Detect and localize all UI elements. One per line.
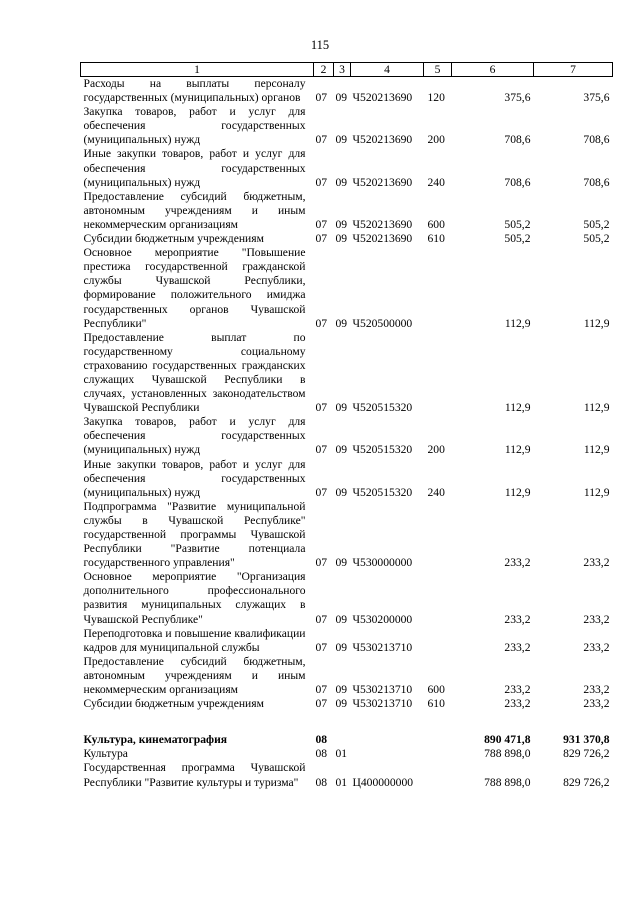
row-subsection: 09	[335, 485, 348, 499]
column-header-1: 1	[81, 63, 314, 77]
row-amount-2: 708,6	[583, 133, 610, 147]
row-description: Субсидии бюджетным учреждениям	[83, 697, 264, 711]
row-amount-2: 233,2	[583, 697, 610, 711]
table-row	[81, 246, 613, 331]
row-amount-1: 112,9	[504, 443, 531, 457]
row-expense-type: 610	[427, 232, 445, 246]
table-row	[81, 627, 613, 655]
row-target-code: Ч520213690	[352, 91, 413, 105]
table-row	[81, 733, 613, 747]
row-expense-type: 240	[427, 485, 445, 499]
row-amount-2: 112,9	[583, 401, 610, 415]
row-amount-2: 112,9	[583, 316, 610, 330]
table-row	[81, 190, 613, 232]
row-subsection	[334, 733, 351, 747]
table-row	[81, 500, 613, 570]
spacer-cell	[81, 711, 613, 733]
row-amount-2: 233,2	[583, 556, 610, 570]
row-target-code: Ч530200000	[352, 612, 413, 626]
table-row	[81, 458, 613, 500]
row-subsection: 09	[335, 556, 348, 570]
row-description: Подпрограмма "Развитие муниципальной службы в Чувашской Республике" государственной программы Чувашской Республики "Развитие потенциала государственного управления"	[83, 499, 306, 570]
row-amount-1: 788 898,0	[484, 747, 531, 761]
row-target-code: Ч520500000	[352, 316, 413, 330]
row-amount-2: 505,2	[583, 217, 610, 231]
row-subsection: 09	[335, 401, 348, 415]
row-description: Предоставление субсидий бюджетным, автономным учреждениям и иным некоммерческим организациям	[83, 189, 306, 231]
row-amount-2: 233,2	[583, 612, 610, 626]
row-section: 08	[315, 747, 328, 761]
row-section: 07	[315, 232, 328, 246]
row-amount-1: 112,9	[504, 316, 531, 330]
column-header-6: 6	[452, 63, 534, 77]
table-row	[81, 232, 613, 246]
row-expense-type	[424, 570, 452, 626]
row-target-code: Ч520213690	[352, 175, 413, 189]
row-section: 07	[315, 91, 328, 105]
table-row	[81, 747, 613, 761]
row-amount-1: 233,2	[504, 640, 531, 654]
row-subsection: 09	[335, 640, 348, 654]
column-header-7: 7	[534, 63, 613, 77]
row-description: Расходы на выплаты персоналу государственных (муниципальных) органов	[83, 77, 306, 105]
budget-table	[80, 62, 613, 790]
row-amount-1: 112,9	[504, 401, 531, 415]
row-subsection: 09	[335, 443, 348, 457]
row-section: 07	[315, 485, 328, 499]
table-row	[81, 697, 613, 711]
row-section: 07	[315, 217, 328, 231]
row-target-code: Ч520213690	[352, 133, 413, 147]
row-section: 07	[315, 316, 328, 330]
row-description: Иные закупки товаров, работ и услуг для обеспечения государственных (муниципальных) нужд	[83, 147, 306, 189]
row-expense-type	[424, 747, 452, 761]
row-expense-type: 600	[427, 217, 445, 231]
row-amount-2: 829 726,2	[563, 775, 610, 789]
row-expense-type: 200	[427, 133, 445, 147]
row-expense-type	[424, 733, 452, 747]
row-expense-type	[424, 246, 452, 331]
page-number: 115	[310, 38, 330, 52]
table-row	[81, 147, 613, 189]
table-row	[81, 570, 613, 626]
row-amount-1: 505,2	[504, 217, 531, 231]
row-section: 07	[315, 175, 328, 189]
row-expense-type	[424, 627, 452, 655]
row-description: Закупка товаров, работ и услуг для обеспечения государственных (муниципальных) нужд	[83, 105, 306, 147]
row-expense-type: 600	[427, 683, 445, 697]
row-expense-type: 610	[427, 697, 445, 711]
row-amount-1: 708,6	[504, 175, 531, 189]
row-target-code: Ч530213710	[352, 640, 413, 654]
row-description: Предоставление субсидий бюджетным, автономным учреждениям и иным некоммерческим организациям	[83, 654, 306, 697]
table-row	[81, 331, 613, 416]
row-subsection: 09	[335, 697, 348, 711]
row-subsection: 09	[335, 316, 348, 330]
row-amount-2: 931 370,8	[563, 733, 610, 747]
row-amount-1: 233,2	[504, 612, 531, 626]
row-target-code: Ч520515320	[352, 485, 413, 499]
column-header-4: 4	[351, 63, 424, 77]
row-description: Государственная программа Чувашской Республики "Развитие культуры и туризма"	[83, 761, 306, 789]
row-description: Культура, кинематография	[83, 733, 228, 747]
row-target-code: Ч520213690	[352, 217, 413, 231]
table-row	[81, 761, 613, 789]
column-header-3: 3	[334, 63, 351, 77]
row-amount-2: 708,6	[583, 175, 610, 189]
row-amount-2: 375,6	[583, 91, 610, 105]
row-amount-2: 505,2	[583, 232, 610, 246]
row-subsection: 01	[335, 775, 348, 789]
row-amount-1: 788 898,0	[484, 775, 531, 789]
row-expense-type	[424, 761, 452, 789]
row-subsection: 09	[335, 217, 348, 231]
row-expense-type: 120	[427, 91, 445, 105]
table-row	[81, 655, 613, 697]
row-subsection: 09	[335, 612, 348, 626]
table-row	[81, 415, 613, 457]
row-description: Основное мероприятие "Организация дополнительного профессионального развития муниципальных служащих в Чувашской Республике"	[83, 570, 306, 626]
row-description: Иные закупки товаров, работ и услуг для обеспечения государственных (муниципальных) нужд	[83, 457, 306, 499]
row-amount-2: 829 726,2	[563, 747, 610, 761]
row-section: 07	[315, 133, 328, 147]
row-section: 08	[315, 775, 328, 789]
row-amount-1: 890 471,8	[484, 733, 531, 747]
row-subsection: 09	[335, 175, 348, 189]
row-section: 07	[315, 683, 328, 697]
row-amount-1: 233,2	[504, 697, 531, 711]
column-header-5: 5	[424, 63, 452, 77]
row-section: 08	[315, 733, 328, 747]
row-expense-type: 200	[427, 443, 445, 457]
table-row	[81, 77, 613, 106]
row-target-code: Ч530213710	[352, 683, 413, 697]
row-subsection: 09	[335, 232, 348, 246]
row-description: Культура	[83, 747, 128, 761]
row-target-code: Ч520515320	[352, 443, 413, 457]
row-subsection: 09	[335, 683, 348, 697]
row-section: 07	[315, 401, 328, 415]
row-amount-2: 112,9	[583, 443, 610, 457]
row-amount-2: 233,2	[583, 683, 610, 697]
table-row	[81, 105, 613, 147]
row-section: 07	[315, 556, 328, 570]
row-section: 07	[315, 697, 328, 711]
row-description: Предоставление выплат по государственному социальному страхованию государственных гражданских служащих Чувашской Республики в случаях, установленных законодательством Чувашской Республики	[83, 330, 306, 415]
row-amount-1: 708,6	[504, 133, 531, 147]
row-target-code	[351, 733, 424, 747]
row-target-code: Ц400000000	[352, 775, 414, 789]
row-target-code: Ч520213690	[352, 232, 413, 246]
header-row	[81, 63, 613, 77]
row-description: Переподготовка и повышение квалификации кадров для муниципальной службы	[83, 626, 306, 654]
table-header	[81, 63, 613, 77]
row-expense-type: 240	[427, 175, 445, 189]
row-subsection: 09	[335, 91, 348, 105]
row-amount-1: 112,9	[504, 485, 531, 499]
row-section: 07	[315, 443, 328, 457]
row-amount-2: 233,2	[583, 640, 610, 654]
row-description: Основное мероприятие "Повышение престижа государственной гражданской службы Чувашской Республики, формирование положительного имиджа государственных органов Чувашской Республики"	[83, 246, 306, 330]
spacer-row	[81, 711, 613, 733]
row-target-code: Ч520515320	[352, 401, 413, 415]
row-description: Субсидии бюджетным учреждениям	[83, 232, 264, 246]
row-amount-1: 233,2	[504, 556, 531, 570]
row-target-code: Ч530000000	[352, 556, 413, 570]
row-section: 07	[315, 612, 328, 626]
row-target-code: Ч530213710	[352, 697, 413, 711]
row-amount-1: 505,2	[504, 232, 531, 246]
row-amount-1: 375,6	[504, 91, 531, 105]
row-subsection: 01	[335, 747, 348, 761]
table-body	[81, 77, 613, 790]
row-expense-type	[424, 500, 452, 570]
row-section: 07	[315, 640, 328, 654]
row-expense-type	[424, 331, 452, 416]
row-description: Закупка товаров, работ и услуг для обеспечения государственных (муниципальных) нужд	[83, 415, 306, 457]
row-amount-2: 112,9	[583, 485, 610, 499]
row-subsection: 09	[335, 133, 348, 147]
column-header-2: 2	[314, 63, 334, 77]
row-amount-1: 233,2	[504, 683, 531, 697]
row-target-code	[351, 747, 424, 761]
